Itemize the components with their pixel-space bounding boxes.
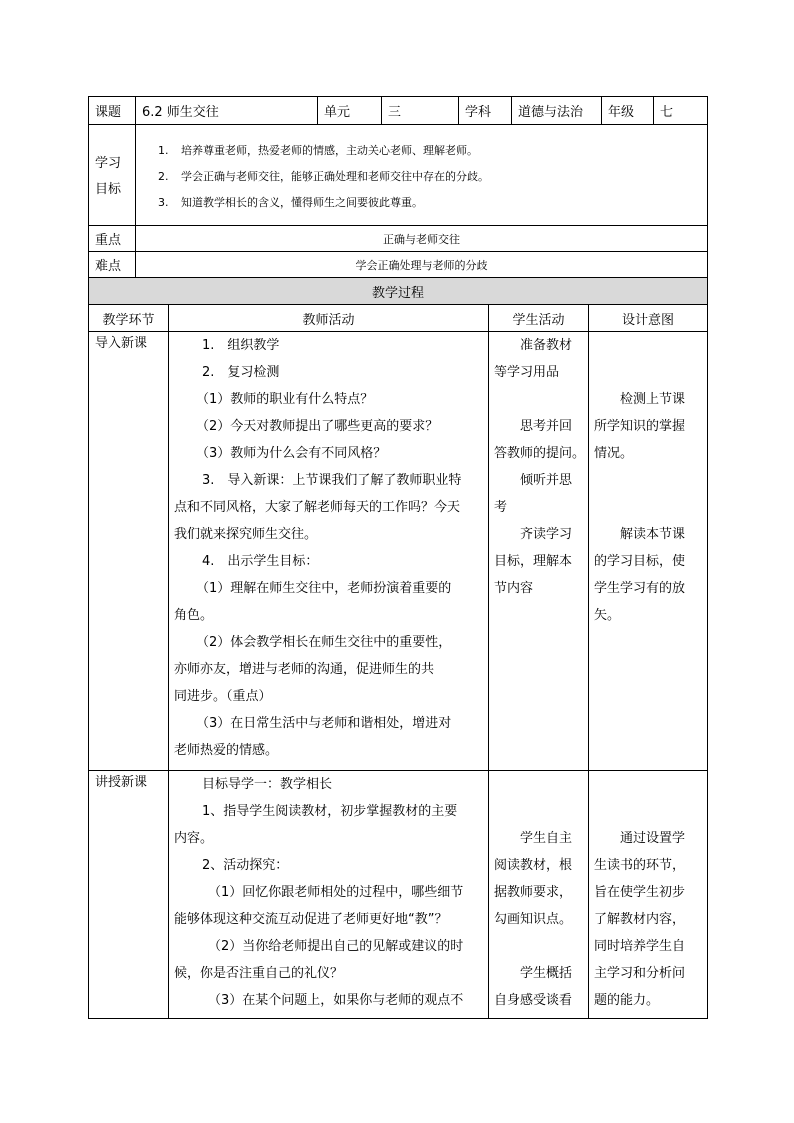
text-line: （3）教师为什么会有不同风格？ xyxy=(196,446,387,461)
stage-new-lesson xyxy=(89,771,169,1019)
key-point-value: 正确与老师交往 xyxy=(136,226,708,252)
text-line xyxy=(494,798,584,825)
text-line: 目标导学一：教学相长 xyxy=(202,777,333,792)
stage-intro-label: 导入新课 xyxy=(95,336,148,351)
goals-label-line1: 学习 xyxy=(95,156,122,171)
col-header-design: 设计意图 xyxy=(589,305,708,332)
text-line: 我们就来探究师生交往。 xyxy=(174,527,318,542)
goal-number: 1. xyxy=(158,143,169,157)
teacher-activity-new-lesson xyxy=(169,771,489,1019)
text-line: 矢。 xyxy=(594,608,621,623)
process-table xyxy=(88,277,708,1019)
topic-value: 6.2 师生交往 xyxy=(136,97,318,125)
student-activity-intro xyxy=(489,332,589,771)
goals-label xyxy=(89,125,136,226)
text-line: 1. 组织教学 xyxy=(202,338,280,353)
stage-intro xyxy=(89,332,169,771)
process-title: 教学过程 xyxy=(89,278,708,305)
text-line: 能够体现这种交流互动促进了老师更好地“教”？ xyxy=(174,912,448,927)
text-line: 节内容 xyxy=(494,581,534,596)
text-line: 候，你是否注重自己的礼仪？ xyxy=(174,966,344,981)
goals-list xyxy=(136,125,708,226)
text-line: 主学习和分析问 xyxy=(594,966,686,981)
goal-number: 3. xyxy=(158,195,169,209)
text-line: 2. 复习检测 xyxy=(202,365,280,380)
text-line: 2、活动探究： xyxy=(202,858,289,873)
text-line: 答教师的提问。 xyxy=(494,446,586,461)
text-line: 倾听并思 xyxy=(520,473,573,488)
goal-item xyxy=(136,137,707,163)
lesson-plan-page xyxy=(88,96,707,1019)
text-line: 所学知识的掌握 xyxy=(594,419,686,434)
grade-value: 七 xyxy=(654,97,708,125)
design-intent-new-lesson xyxy=(589,771,708,1019)
text-line xyxy=(594,771,703,798)
col-header-student: 学生活动 xyxy=(489,305,589,332)
text-line: 题的能力。 xyxy=(594,993,660,1008)
text-line: 目标，理解本 xyxy=(494,554,573,569)
design-intent-intro xyxy=(589,332,708,771)
text-line: 内容。 xyxy=(174,831,214,846)
text-line xyxy=(594,332,703,359)
text-line: 旨在使学生初步 xyxy=(594,885,686,900)
text-line: 亦师亦友，增进与老师的沟通，促进师生的共 xyxy=(174,662,435,677)
subject-value: 道德与法治 xyxy=(512,97,602,125)
text-line: 学生学习有的放 xyxy=(594,581,686,596)
text-line: （3）在日常生活中与老师和谐相处，增进对 xyxy=(196,716,452,731)
goal-text: 培养尊重老师，热爱老师的情感，主动关心老师、理解老师。 xyxy=(181,144,478,157)
text-line: 3. 导入新课：上节课我们了解了教师职业特 xyxy=(202,473,462,488)
objectives-table xyxy=(88,124,708,278)
text-line: （1）教师的职业有什么特点？ xyxy=(196,392,374,407)
text-line xyxy=(494,771,584,798)
student-activity-new-lesson xyxy=(489,771,589,1019)
text-line: 阅读教材，根 xyxy=(494,858,573,873)
text-line: 1、指导学生阅读教材，初步掌握教材的主要 xyxy=(202,804,458,819)
goal-item xyxy=(136,163,707,189)
text-line: 据教师要求， xyxy=(494,885,573,900)
difficult-point-label: 难点 xyxy=(89,252,136,278)
text-line: 解读本节课 xyxy=(620,527,686,542)
text-line xyxy=(494,933,584,960)
text-line: 点和不同风格，大家了解老师每天的工作吗？今天 xyxy=(174,500,461,515)
goal-text: 学会正确与老师交往，能够正确处理和老师交往中存在的分歧。 xyxy=(181,170,489,183)
text-line: （2）体会教学相长在师生交往中的重要性， xyxy=(196,635,452,650)
goals-label-line2: 目标 xyxy=(95,182,122,197)
text-line: 的学习目标，使 xyxy=(594,554,686,569)
grade-label: 年级 xyxy=(602,97,654,125)
text-line: 自身感受谈看 xyxy=(494,993,573,1008)
goal-text: 知道教学相长的含义，懂得师生之间要彼此尊重。 xyxy=(181,196,423,209)
text-line: 生读书的环节， xyxy=(594,858,686,873)
text-line: 学生自主 xyxy=(520,831,573,846)
text-line: （3）在某个问题上，如果你与老师的观点不 xyxy=(208,993,464,1008)
text-line xyxy=(594,467,703,494)
text-line: 老师热爱的情感。 xyxy=(174,743,279,758)
text-line: （1）理解在师生交往中，老师扮演着重要的 xyxy=(196,581,452,596)
goal-item xyxy=(136,189,707,215)
unit-label: 单元 xyxy=(318,97,382,125)
text-line: 检测上节课 xyxy=(620,392,686,407)
text-line xyxy=(594,359,703,386)
text-line: 准备教材 xyxy=(520,338,573,353)
text-line: 齐读学习 xyxy=(520,527,573,542)
text-line: （2）当你给老师提出自己的见解或建议的时 xyxy=(208,939,464,954)
text-line: 角色。 xyxy=(174,608,214,623)
header-table xyxy=(88,96,708,125)
text-line: 情况。 xyxy=(594,446,634,461)
text-line: （1）回忆你跟老师相处的过程中，哪些细节 xyxy=(208,885,464,900)
text-line xyxy=(594,798,703,825)
text-line: 勾画知识点。 xyxy=(494,912,573,927)
text-line: 通过设置学 xyxy=(620,831,686,846)
text-line xyxy=(494,386,584,413)
text-line: 思考并回 xyxy=(520,419,573,434)
key-point-label: 重点 xyxy=(89,226,136,252)
stage-new-lesson-label: 讲授新课 xyxy=(95,775,148,790)
text-line: 同时培养学生自 xyxy=(594,939,686,954)
col-header-stage: 教学环节 xyxy=(89,305,169,332)
text-line xyxy=(594,494,703,521)
unit-value: 三 xyxy=(382,97,459,125)
subject-label: 学科 xyxy=(459,97,512,125)
text-line: （2）今天对教师提出了哪些更高的要求？ xyxy=(196,419,439,434)
text-line: 等学习用品 xyxy=(494,365,560,380)
col-header-teacher: 教师活动 xyxy=(169,305,489,332)
teacher-activity-intro xyxy=(169,332,489,771)
text-line: 考 xyxy=(494,500,508,515)
difficult-point-value: 学会正确处理与老师的分歧 xyxy=(136,252,708,278)
goal-number: 2. xyxy=(158,169,169,183)
topic-label: 课题 xyxy=(89,97,136,125)
text-line: 学生概括 xyxy=(520,966,573,981)
text-line: 了解教材内容， xyxy=(594,912,686,927)
text-line: 4. 出示学生目标： xyxy=(202,554,319,569)
text-line: 同进步。（重点） xyxy=(174,689,272,704)
